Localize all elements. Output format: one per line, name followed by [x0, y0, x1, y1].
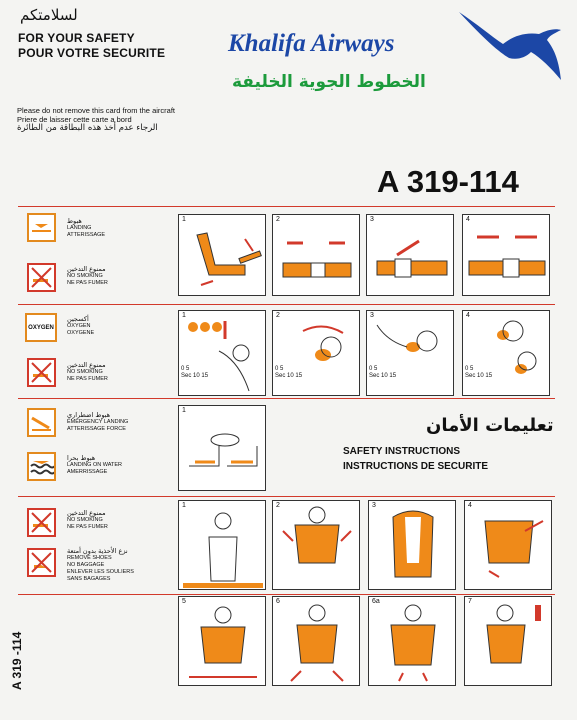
- life-vest-panel-1: [178, 500, 266, 590]
- card-notice: [17, 106, 175, 133]
- instructions-fr: INSTRUCTIONS DE SECURITE: [343, 461, 489, 472]
- timer-unit: Sec: [275, 373, 286, 379]
- panel-number: 1: [182, 407, 186, 414]
- oxygen-label-en: OXYGEN: [67, 323, 91, 329]
- seatbelt-panel-1: [178, 214, 266, 296]
- shoes-label-en2: NO BAGGAGE: [67, 562, 105, 568]
- oxygen-panel-3: [366, 310, 454, 396]
- water-label-fr: AMERRISSAGE: [67, 469, 108, 475]
- shoes-label-fr: ENLEVER LES SOULIERS: [67, 569, 134, 575]
- remove-shoes-sign-icon: [27, 548, 56, 577]
- emergency-landing-sign-icon: [27, 408, 56, 437]
- life-vest-panel-5: [178, 596, 266, 686]
- water-label-ar: هبوط بحرا: [67, 454, 96, 462]
- shoes-label-ar: نزع الأحذية بدون أمتعة: [67, 547, 128, 555]
- seatbelt-panel-3: [366, 214, 454, 296]
- landing-sign-icon: [27, 213, 56, 242]
- timer-dial-1: [181, 366, 208, 380]
- oxygen-sign-icon: [25, 313, 57, 342]
- section-rule: [18, 398, 555, 399]
- panel-number: 3: [372, 502, 376, 509]
- arabic-title: لسلامتكم: [20, 6, 78, 24]
- no-smoking-label-fr: NE PAS FUMER: [67, 376, 108, 382]
- no-smoking-label-ar: ممنوع التدخين: [67, 265, 106, 273]
- timer-mark: 10: [477, 373, 484, 379]
- water-label-en: LANDING ON WATER: [67, 462, 123, 468]
- oxygen-panel-2: [272, 310, 360, 396]
- seatbelt-panel-2: [272, 214, 360, 296]
- life-vest-panel-6: [272, 596, 360, 686]
- notice-fr: Priere de laisser cette carte a bord: [17, 115, 132, 124]
- timer-mark: 15: [485, 373, 493, 379]
- timer-mark: 10: [381, 373, 388, 379]
- side-aircraft-model: [2, 624, 32, 704]
- panel-number: 4: [466, 312, 470, 319]
- timer-mark: 5: [280, 366, 284, 372]
- instructions-arabic: تعليمات الأمان: [426, 415, 554, 436]
- falcon-logo-icon: [455, 6, 565, 84]
- panel-number: 1: [182, 312, 186, 319]
- panel-number: 7: [468, 598, 472, 605]
- section-rule: [18, 594, 555, 595]
- timer-mark: 15: [389, 373, 397, 379]
- life-vest-panel-6a: [368, 596, 456, 686]
- panel-number: 3: [370, 312, 374, 319]
- shoes-label: [67, 548, 134, 583]
- timer-unit: Sec: [181, 373, 192, 379]
- section-rule: [18, 304, 555, 305]
- instructions-title: [343, 444, 488, 474]
- timer-mark: 10: [193, 373, 200, 379]
- no-smoking-label-en: NO SMOKING: [67, 517, 103, 523]
- timer-dial-2: [275, 366, 302, 380]
- no-smoking-label-fr: NE PAS FUMER: [67, 524, 108, 530]
- no-smoking-label-en: NO SMOKING: [67, 273, 103, 279]
- panel-number: 6a: [372, 598, 380, 605]
- emergency-label-en: EMERGENCY LANDING: [67, 419, 129, 425]
- timer-mark: 10: [287, 373, 294, 379]
- oxygen-label-ar: أكسجين: [67, 315, 89, 323]
- panel-number: 2: [276, 216, 280, 223]
- timer-mark: 5: [374, 366, 378, 372]
- panel-number: 4: [466, 216, 470, 223]
- timer-mark: 5: [186, 366, 190, 372]
- no-smoking-label-ar: ممنوع التدخين: [67, 361, 106, 369]
- timer-mark: 5: [470, 366, 474, 372]
- timer-mark: 0: [465, 366, 469, 372]
- landing-label-fr: ATTERISSAGE: [67, 232, 106, 238]
- panel-number: 1: [182, 216, 186, 223]
- timer-unit: Sec: [369, 373, 380, 379]
- panel-number: 2: [276, 312, 280, 319]
- no-smoking-label-3: [67, 510, 108, 531]
- no-smoking-sign-icon: [27, 263, 56, 292]
- oxygen-panel-4: [462, 310, 550, 396]
- timer-dial-4: [465, 366, 492, 380]
- panel-number: 3: [370, 216, 374, 223]
- landing-on-water-sign-icon: [27, 452, 56, 481]
- shoes-label-en: REMOVE SHOES: [67, 555, 112, 561]
- panel-number: 6: [276, 598, 280, 605]
- panel-number: 4: [468, 502, 472, 509]
- oxygen-label: [67, 316, 94, 337]
- panel-number: 1: [182, 502, 186, 509]
- section-rule: [18, 206, 555, 207]
- aircraft-model: A 319-114: [377, 164, 519, 199]
- landing-label-en: LANDING: [67, 225, 92, 231]
- timer-mark: 0: [369, 366, 373, 372]
- brand-name: Khalifa Airways: [228, 30, 395, 57]
- side-model-text: A 319 -114: [10, 631, 24, 690]
- no-smoking-label-ar: ممنوع التدخين: [67, 509, 106, 517]
- timer-mark: 0: [181, 366, 185, 372]
- timer-mark: 15: [201, 373, 209, 379]
- emergency-label: [67, 412, 128, 433]
- instructions-en: SAFETY INSTRUCTIONS: [343, 446, 461, 457]
- notice-ar: الرجاء عدم أخذ هذه البطاقة من الطائرة: [17, 123, 158, 133]
- life-vest-panel-3: [368, 500, 456, 590]
- timer-mark: 15: [295, 373, 303, 379]
- seatbelt-panel-4: [462, 214, 550, 296]
- brand-arabic: الخطوط الجوية الخليفة: [232, 72, 426, 92]
- notice-en: Please do not remove this card from the aircraft: [17, 106, 175, 115]
- no-smoking-label: [67, 266, 108, 287]
- panel-number: 2: [276, 502, 280, 509]
- life-vest-panel-4: [464, 500, 552, 590]
- safety-title-fr: POUR VOTRE SECURITE: [18, 46, 166, 60]
- timer-unit: Sec: [465, 373, 476, 379]
- landing-label: [67, 218, 105, 239]
- life-vest-panel-7: [464, 596, 552, 686]
- emergency-label-ar: هبوط اضطراري: [67, 411, 111, 419]
- panel-number: 5: [182, 598, 186, 605]
- water-label: [67, 455, 122, 476]
- no-smoking-label-en: NO SMOKING: [67, 369, 103, 375]
- no-smoking-sign-icon: [27, 358, 56, 387]
- section-rule: [18, 496, 555, 497]
- safety-title: [18, 31, 165, 61]
- oxygen-badge: OXYGEN: [28, 324, 54, 331]
- timer-mark: 0: [275, 366, 279, 372]
- timer-dial-3: [369, 366, 396, 380]
- safety-title-en: FOR YOUR SAFETY: [18, 31, 135, 45]
- landing-label-ar: هبوط: [67, 217, 82, 225]
- no-smoking-sign-icon: [27, 508, 56, 537]
- emergency-label-fr: ATTERISSAGE FORCE: [67, 426, 126, 432]
- oxygen-panel-1: [178, 310, 266, 396]
- no-smoking-label-2: [67, 362, 108, 383]
- shoes-label-fr2: SANS BAGAGES: [67, 576, 111, 582]
- oxygen-label-fr: OXYGENE: [67, 330, 95, 336]
- brace-position-panel: [178, 405, 266, 491]
- no-smoking-label-fr: NE PAS FUMER: [67, 280, 108, 286]
- life-vest-panel-2: [272, 500, 360, 590]
